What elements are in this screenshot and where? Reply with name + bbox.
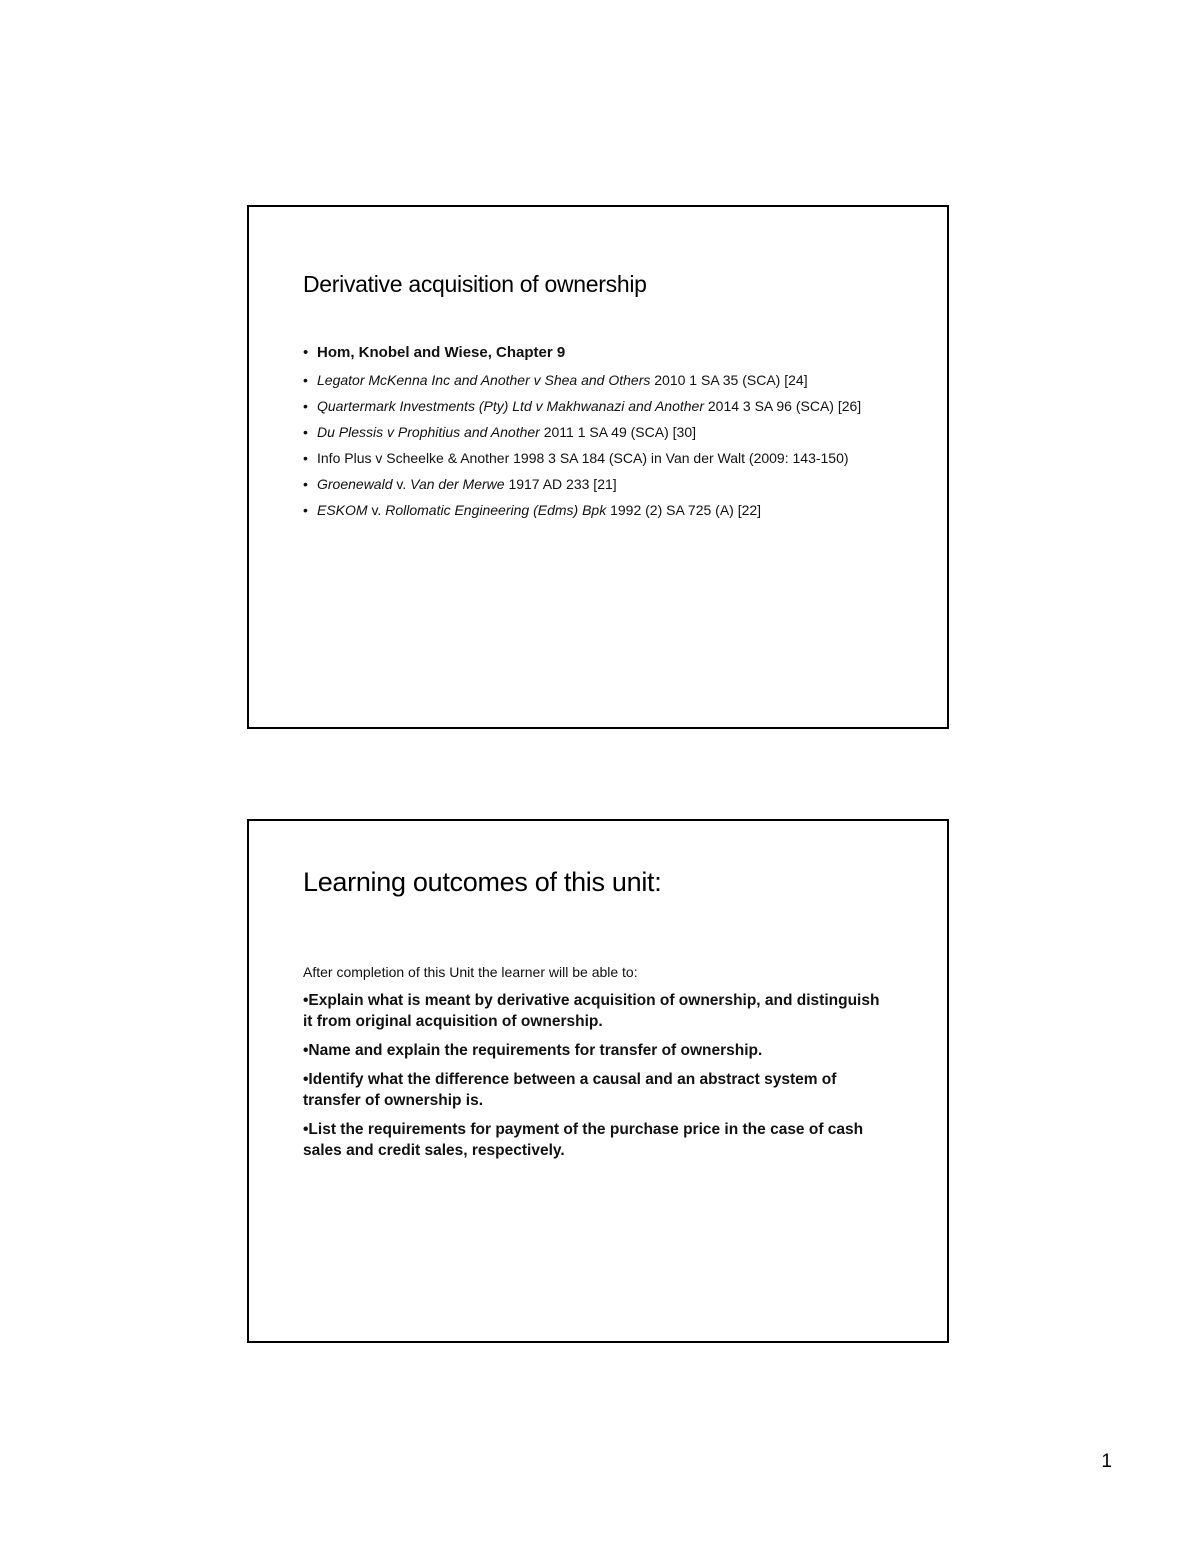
list-item: •Name and explain the requirements for transfer of ownership. [303, 1042, 763, 1059]
case-name: Legator McKenna Inc and Another v Shea and Others [317, 372, 651, 388]
list-item [303, 344, 887, 362]
case-party-b: Van der Merwe [410, 476, 505, 492]
outcomes-list [303, 990, 887, 1169]
case-party-a: ESKOM [317, 502, 368, 518]
slide-title: Derivative acquisition of ownership [303, 271, 647, 297]
case-name: Du Plessis v Prophitius and Another [317, 424, 540, 440]
list-item [303, 475, 887, 493]
case-versus: v. [392, 476, 411, 492]
case-name: Quartermark Investments (Pty) Ltd v Makhwanazi and Another [317, 398, 704, 414]
list-item [303, 423, 887, 441]
slide-learning-outcomes [247, 819, 949, 1343]
reading-list [303, 344, 887, 527]
case-party-b: Rollomatic Engineering (Edms) Bpk [385, 502, 607, 518]
case-citation: 1917 AD 233 [21] [504, 476, 617, 492]
case-versus: v. [367, 502, 386, 518]
reading-text: Hom, Knobel and Wiese, Chapter 9 [317, 344, 566, 361]
list-item: •List the requirements for payment of the purchase price in the case of cash sales and credit sales, respectively. [303, 1121, 864, 1159]
slide-derivative-acquisition [247, 205, 949, 729]
list-item [303, 371, 887, 389]
page-number: 1 [1101, 1451, 1112, 1472]
case-citation: 2011 1 SA 49 (SCA) [30] [539, 424, 696, 440]
case-party-a: Groenewald [317, 476, 393, 492]
list-item [303, 501, 887, 519]
outcomes-intro: After completion of this Unit the learner will be able to: [303, 964, 638, 980]
case-citation: 2014 3 SA 96 (SCA) [26] [703, 398, 862, 414]
reading-text: Info Plus v Scheelke & Another 1998 3 SA 184 (SCA) in Van der Walt (2009: 143-150) [317, 450, 849, 466]
case-citation: 1992 (2) SA 725 (A) [22] [606, 502, 762, 518]
list-item [303, 397, 887, 415]
case-citation: 2010 1 SA 35 (SCA) [24] [650, 372, 808, 388]
slide-title: Learning outcomes of this unit: [303, 867, 662, 897]
list-item: •Identify what the difference between a causal and an abstract system of transfer of ownership is. [303, 1071, 837, 1109]
list-item [303, 449, 887, 467]
list-item: •Explain what is meant by derivative acquisition of ownership, and distinguish it from original acquisition of ownership. [303, 992, 880, 1030]
